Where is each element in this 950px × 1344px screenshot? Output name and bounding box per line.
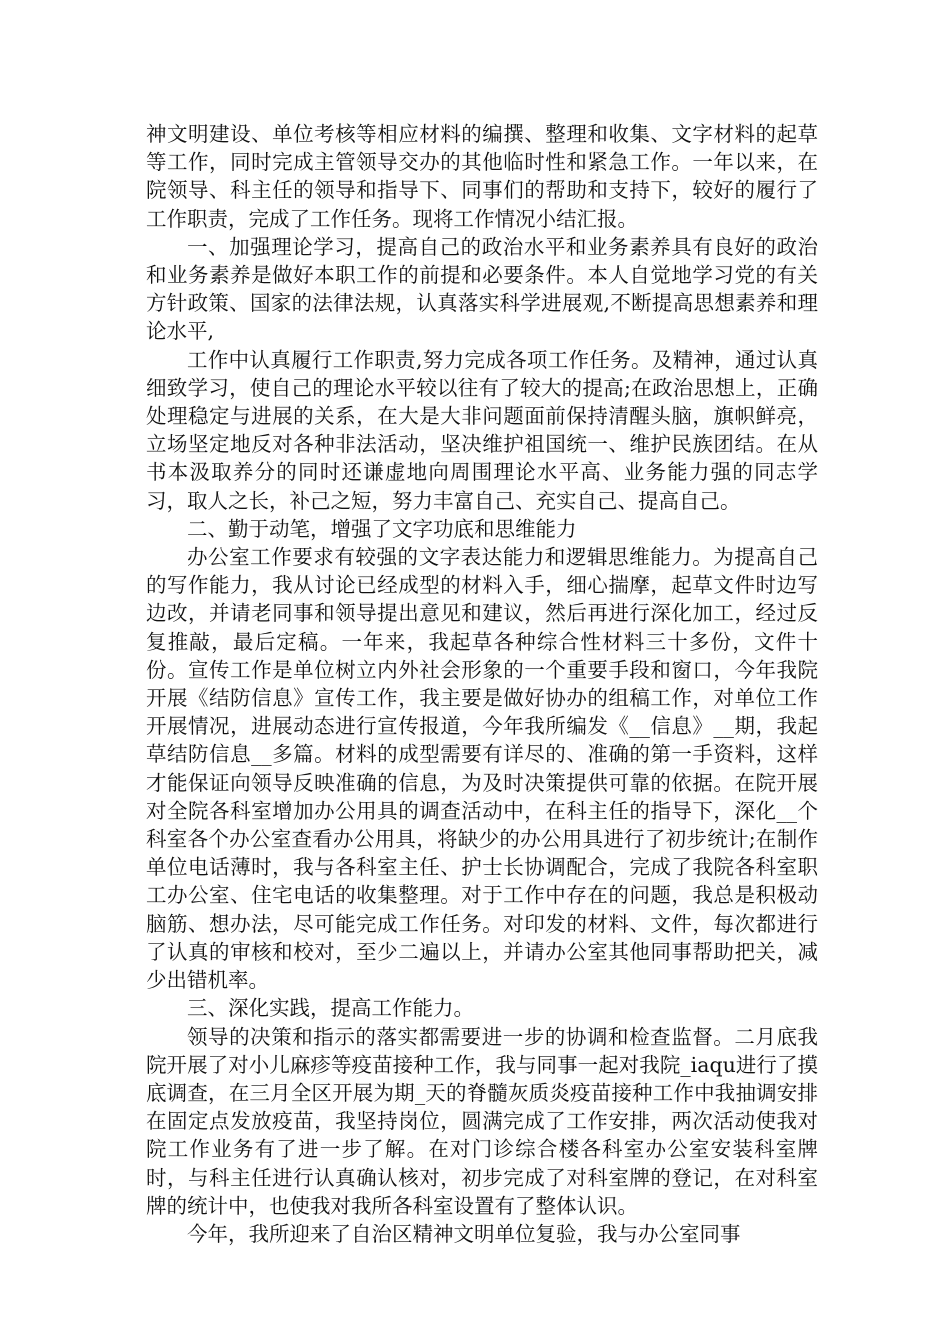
- document-body: [146, 120, 818, 1248]
- paragraph-theory-study: 工作中认真履行工作职责,努力完成各项工作任务。及精神，通过认真细致学习，使自己的理论水平较以往有了较大的提高;在政治思想上，正确处理稳定与进展的关系，在大是大非问题面前保持清醒头脑，旗帜鲜亮，立场坚定地反对各种非法活动，坚决维护祖国统一、维护民族团结。在从书本汲取养分的同时还谦虚地向周围理论水平高、业务能力强的同志学习，取人之长，补己之短，努力丰富自己、充实自己、提高自己。: [146, 347, 818, 513]
- paragraph-review: 今年，我所迎来了自治区精神文明单位复验，我与办公室同事: [187, 1221, 741, 1246]
- section-heading-2: 二、勤于动笔，增强了文字功底和思维能力: [187, 516, 577, 541]
- section-heading-1: 一、加强理论学习，提高自己的政治水平和业务素养具有良好的政治和业务素养是做好本职工作的前提和必要条件。本人自觉地学习党的有关方针政策、国家的法律法规，认真落实科学进展观,不断提高思想素养和理论水平,: [146, 234, 818, 344]
- paragraph-practice: 领导的决策和指示的落实都需要进一步的协调和检查监督。二月底我院开展了对小儿麻疹等疫苗接种工作，我与同事一起对我院_iaqu进行了摸底调查，在三月全区开展为期_天的脊髓灰质炎疫苗接种工作中我抽调安排在固定点发放疫苗，我坚持岗位，圆满完成了工作安排，两次活动使我对院工作业务有了进一步了解。在对门诊综合楼各科室办公室安装科室牌时，与科主任进行认真确认核对，初步完成了对科室牌的登记，在对科室牌的统计中，也使我对我所各科室设置有了整体认识。: [146, 1024, 818, 1218]
- paragraph-intro: 神文明建设、单位考核等相应材料的编撰、整理和收集、文字材料的起草等工作，同时完成主管领导交办的其他临时性和紧急工作。一年以来，在院领导、科主任的领导和指导下、同事们的帮助和支持下，较好的履行了工作职责，完成了工作任务。现将工作情况小结汇报。: [146, 122, 818, 231]
- section-heading-3: 三、深化实践，提高工作能力。: [187, 996, 474, 1021]
- paragraph-writing-ability: 办公室工作要求有较强的文字表达能力和逻辑思维能力。为提高自己的写作能力，我从讨论已经成型的材料入手，细心揣摩，起草文件时边写边改，并请老同事和领导提出意见和建议，然后再进行深化加工，经过反复推敲，最后定稿。一年来，我起草各种综合性材料三十多份，文件十份。宣传工作是单位树立内外社会形象的一个重要手段和窗口，今年我院开展《结防信息》宣传工作，我主要是做好协办的组稿工作，对单位工作开展情况，进展动态进行宣传报道，今年我所编发《__信息》__期，我起草结防信息__多篇。材料的成型需要有详尽的、准确的第一手资料，这样才能保证向领导反映准确的信息，为及时决策提供可靠的依据。在院开展对全院各科室增加办公用具的调查活动中，在科主任的指导下，深化__个科室各个办公室查看办公用具，将缺少的办公用具进行了初步统计;在制作单位电话薄时，我与各科室主任、护士长协调配合，完成了我院各科室职工办公室、住宅电话的收集整理。对于工作中存在的问题，我总是积极动脑筋、想办法，尽可能完成工作任务。对印发的材料、文件，每次都进行了认真的审核和校对，至少二遍以上，并请办公室其他同事帮助把关，减少出错机率。: [146, 545, 818, 993]
